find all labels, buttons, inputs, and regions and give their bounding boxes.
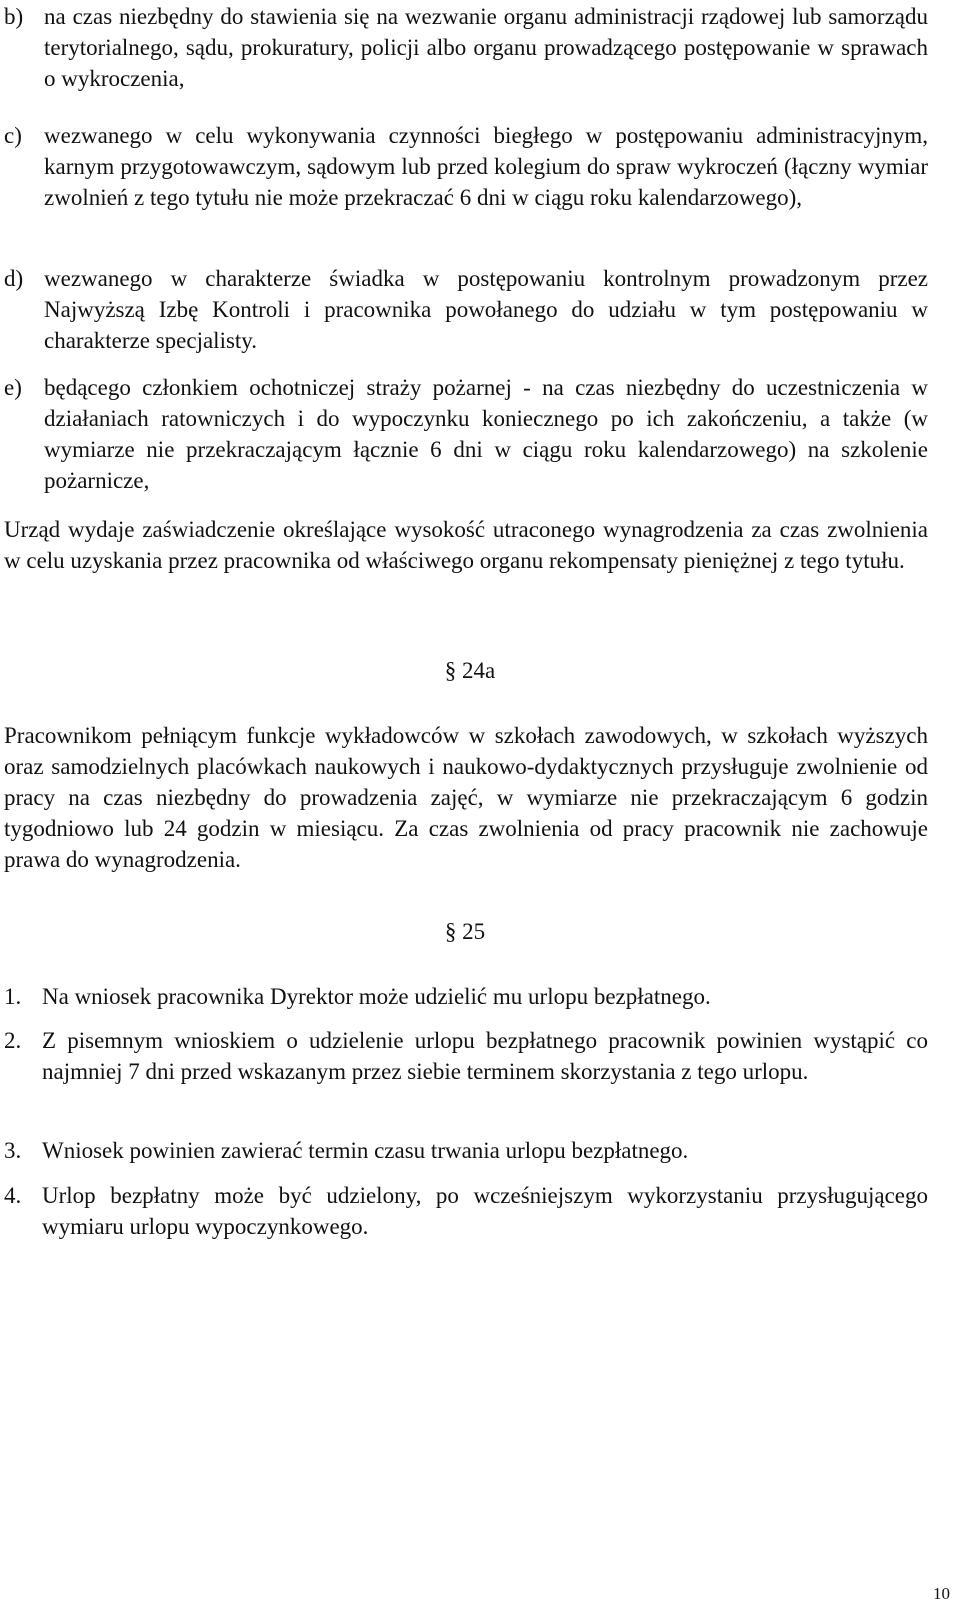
numbered-item-label: 2. [4, 1028, 22, 1053]
section-heading-24a: § 24a [444, 658, 496, 683]
list-item-text: będącego członkiem ochotniczej straży pożarnej - na czas niezbędny do uczestniczenia w działaniach ratowniczych i do wypoczynku koniecznego po ich zakończeniu, a także (w wymiarze nie przekraczającym łącznie 6 dni w ciągu roku kalendarzowego) na szkolenie pożarnicze, [44, 375, 928, 493]
numbered-item-text: Na wniosek pracownika Dyrektor może udzielić mu urlopu bezpłatnego. [42, 984, 711, 1009]
closing-paragraph: Urząd wydaje zaświadczenie określające wysokość utraconego wynagrodzenia za czas zwolnienia w celu uzyskania przez pracownika od właściwego organu rekompensaty pieniężnej z tego tytułu. [4, 517, 928, 573]
numbered-item-label: 3. [4, 1138, 22, 1163]
list-item-text: wezwanego w charakterze świadka w postępowaniu kontrolnym prowadzonym przez Najwyższą Izbę Kontroli i pracownika powołanego do udziału w tym postępowaniu w charakterze specjalisty. [44, 266, 928, 353]
list-item-b [4, 1, 928, 94]
numbered-item-text: Z pisemnym wnioskiem o udzielenie urlopu bezpłatnego pracownik powinien wystąpić co najmniej 7 dni przed wskazanym przez siebie terminem skorzystania z tego urlopu. [42, 1028, 928, 1084]
list-item-label: d) [4, 266, 24, 291]
list-item-label: c) [4, 123, 22, 148]
numbered-item-label: 1. [4, 984, 22, 1009]
section-24a-paragraph: Pracownikom pełniącym funkcje wykładowców w szkołach zawodowych, w szkołach wyższych oraz samodzielnych placówkach naukowych i naukowo-dydaktycznych przysługuje zwolnienie od pracy na czas niezbędny do prowadzenia zajęć, w wymiarze nie przekraczającym 6 godzin tygodniowo lub 24 godzin w miesiącu. Za czas zwolnienia od pracy pracownik nie zachowuje prawa do wynagrodzenia. [4, 723, 928, 872]
list-item-text: wezwanego w celu wykonywania czynności biegłego w postępowaniu administracyjnym, karnym przygotowawczym, sądowym lub przed kolegium do spraw wykroczeń (łączny wymiar zwolnień z tego tytułu nie może przekraczać 6 dni w ciągu roku kalendarzowego), [44, 123, 928, 210]
list-item-d [4, 263, 928, 356]
list-item-label: e) [4, 375, 22, 400]
numbered-item-2 [4, 1025, 928, 1087]
numbered-item-3 [4, 1135, 928, 1166]
list-item-c [4, 120, 928, 213]
list-item-label: b) [4, 4, 24, 29]
list-item-text: na czas niezbędny do stawienia się na wezwanie organu administracji rządowej lub samorządu terytorialnego, sądu, prokuratury, policji albo organu prowadzącego postępowanie w sprawach o wykroczenia, [44, 4, 928, 91]
section-heading-25: § 25 [444, 919, 486, 944]
numbered-item-text: Urlop bezpłatny może być udzielony, po wcześniejszym wykorzystaniu przysługującego wymiaru urlopu wypoczynkowego. [42, 1183, 928, 1239]
numbered-item-label: 4. [4, 1183, 22, 1208]
numbered-item-text: Wniosek powinien zawierać termin czasu trwania urlopu bezpłatnego. [42, 1138, 689, 1163]
page-number: 10 [933, 1584, 950, 1603]
list-item-e [4, 372, 928, 496]
numbered-item-4 [4, 1180, 928, 1242]
numbered-item-1 [4, 981, 928, 1012]
